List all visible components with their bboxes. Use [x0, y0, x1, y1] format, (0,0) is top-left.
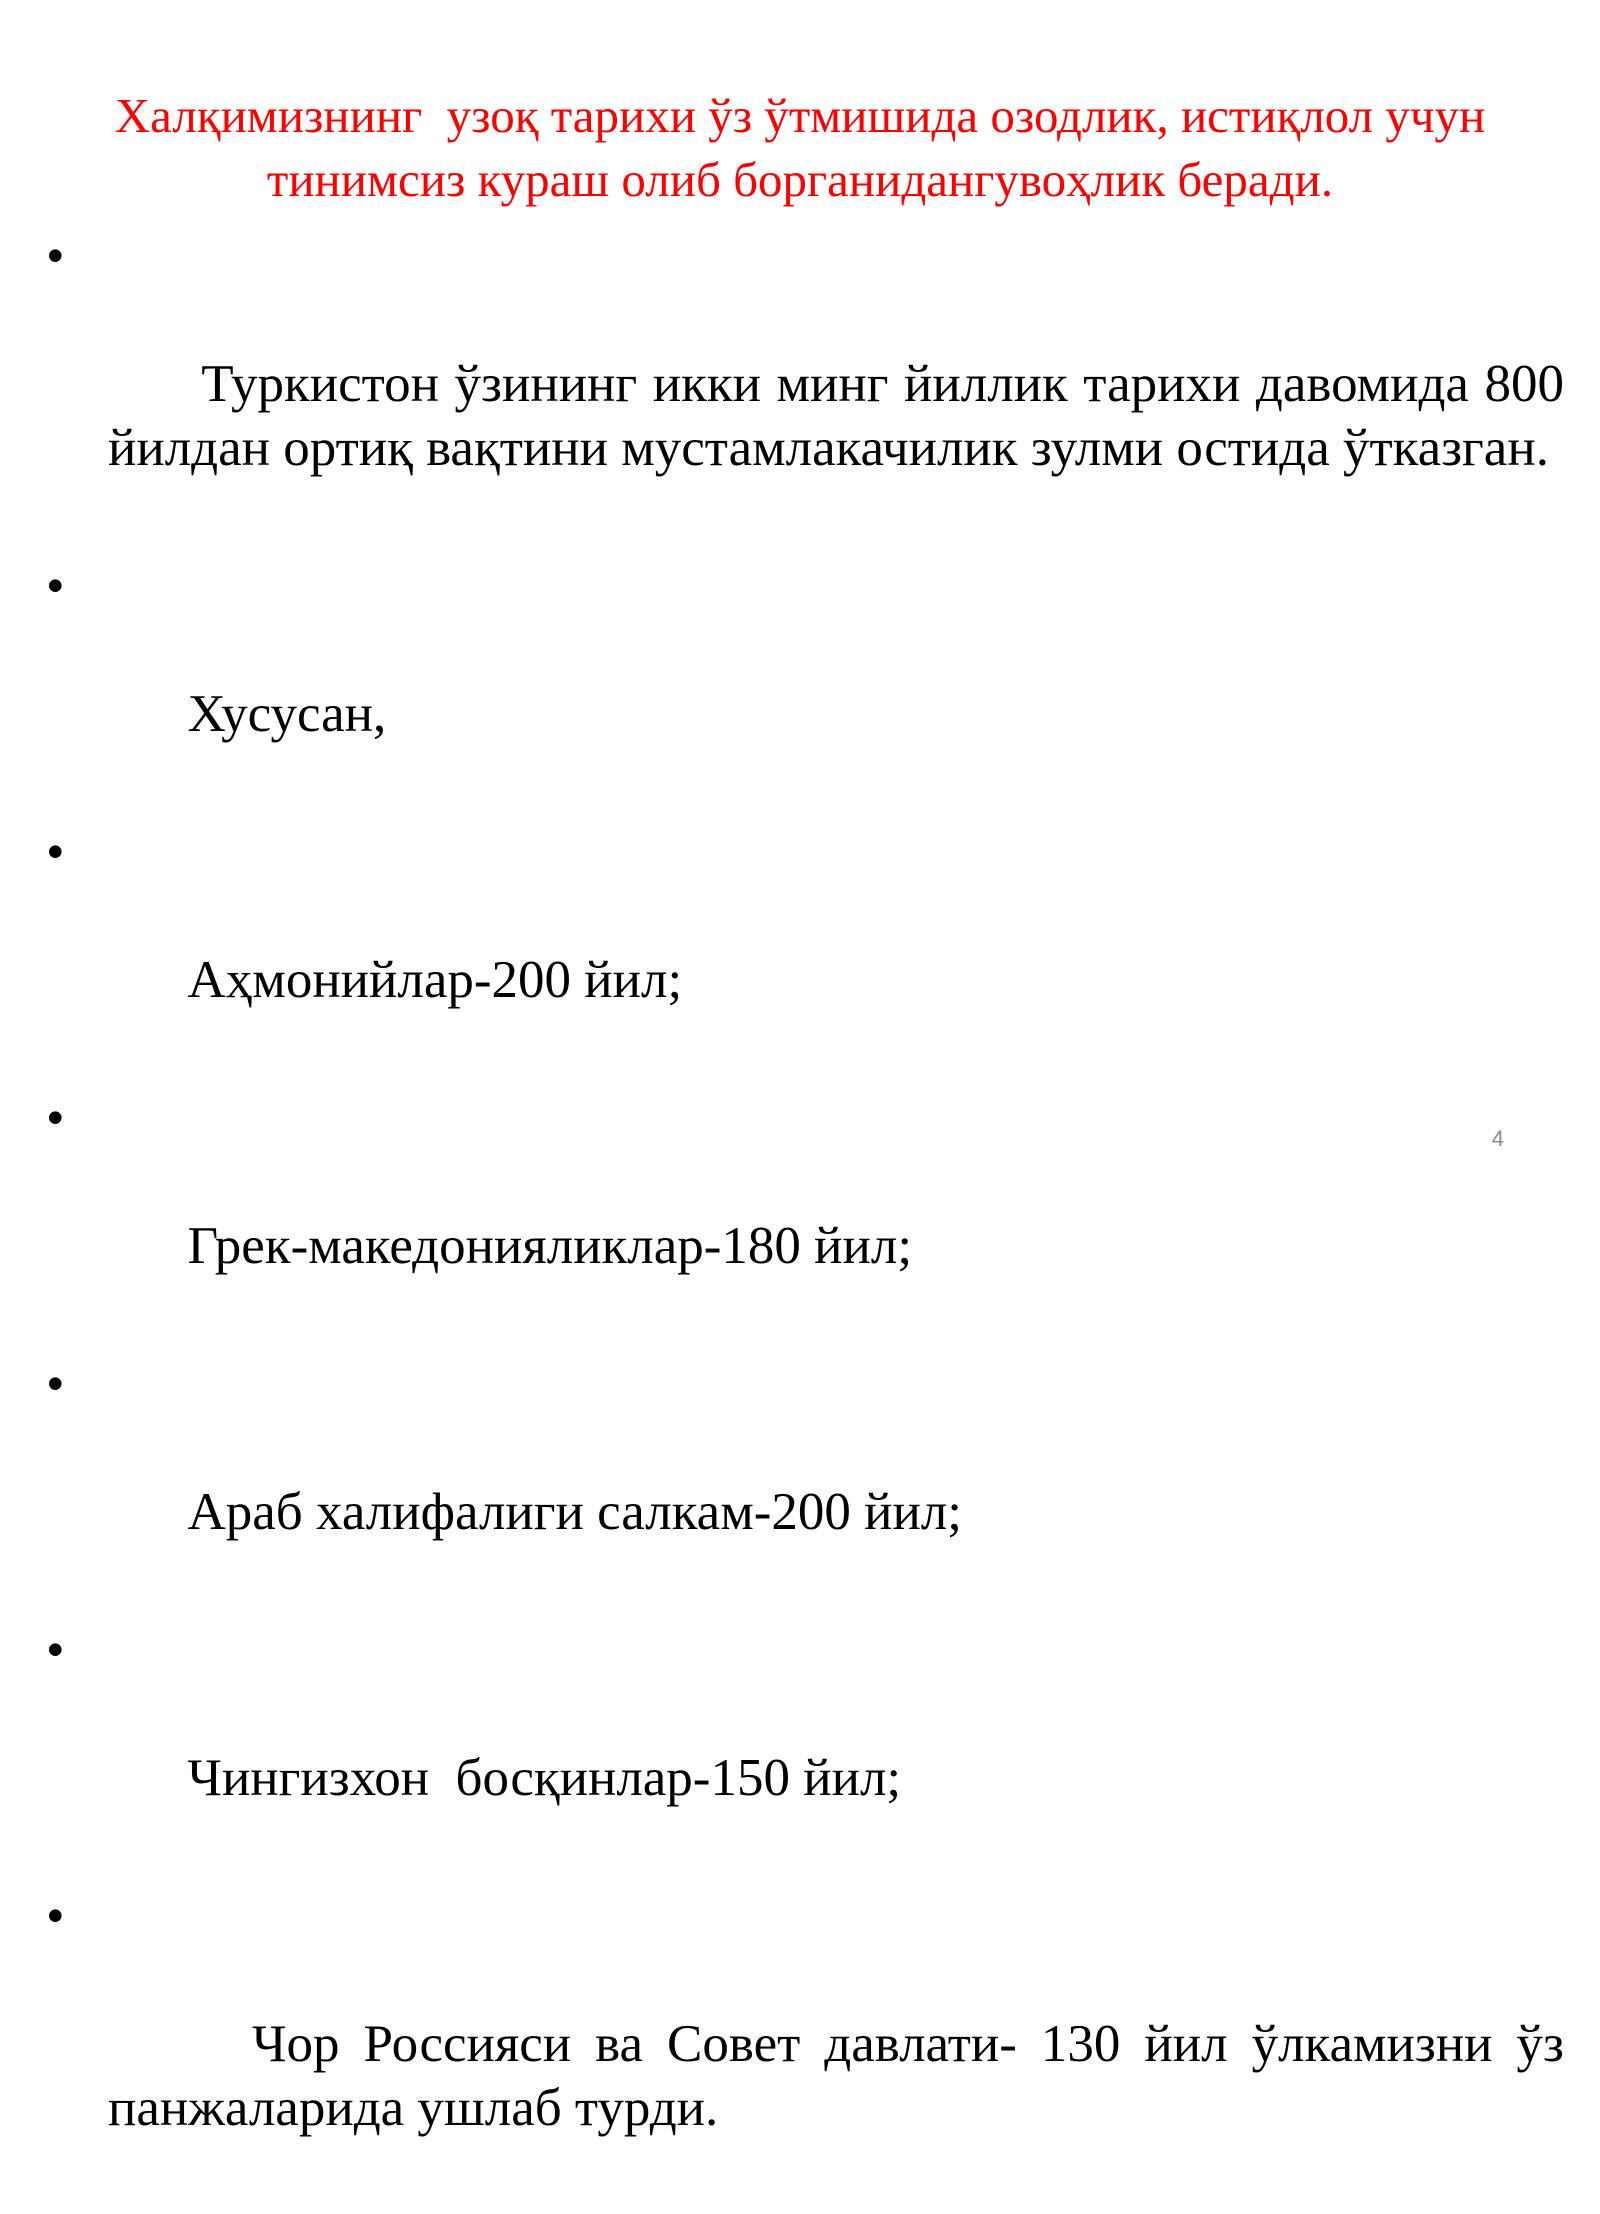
bullet-text: Араб халифалиги салкам-200 йил;	[187, 1483, 963, 1541]
bullet-text: Хусусан,	[187, 685, 387, 743]
bullet-text: Туркистон ўзининг икки минг йиллик тарихи давомида 800 йилдан ортиқ вақтини мустамлакачилик зулми остида ўтказган.	[108, 355, 1578, 477]
bullet-item	[40, 1352, 1564, 1608]
bullet-icon: •	[46, 1089, 65, 1147]
bullet-icon: •	[46, 823, 65, 881]
bullet-text: Чор Россияси ва Совет давлати- 130 йил ўлкамизни ўз панжаларида ушлаб турди.	[108, 2015, 1578, 2137]
bullet-item	[40, 1086, 1564, 1342]
bullet-text: Аҳмонийлар-200 йил;	[187, 951, 683, 1009]
bullet-item	[40, 1618, 1564, 1874]
bullet-item	[40, 224, 1578, 544]
bullet-item	[40, 820, 1564, 1076]
bullet-text: Чингизхон босқинлар-150 йил;	[187, 1749, 902, 1807]
bullet-icon: •	[46, 227, 65, 285]
bullet-item	[40, 554, 1564, 810]
bullet-icon: •	[46, 1621, 65, 1679]
bullet-icon: •	[46, 1887, 65, 1945]
bullet-item	[40, 1884, 1578, 2204]
slide-title: Халқимизнинг узоқ тарихи ўз ўтмишида озодлик, истиқлол учун тинимсиз кураш олиб борганидангувоҳлик беради.	[114, 88, 1498, 207]
page-number: 4	[1491, 1126, 1504, 1151]
bullet-text: Грек-македонияликлар-180 йил;	[187, 1217, 913, 1275]
bullet-list	[40, 224, 1578, 2214]
bullet-icon: •	[46, 1355, 65, 1413]
bullet-icon: •	[46, 557, 65, 615]
